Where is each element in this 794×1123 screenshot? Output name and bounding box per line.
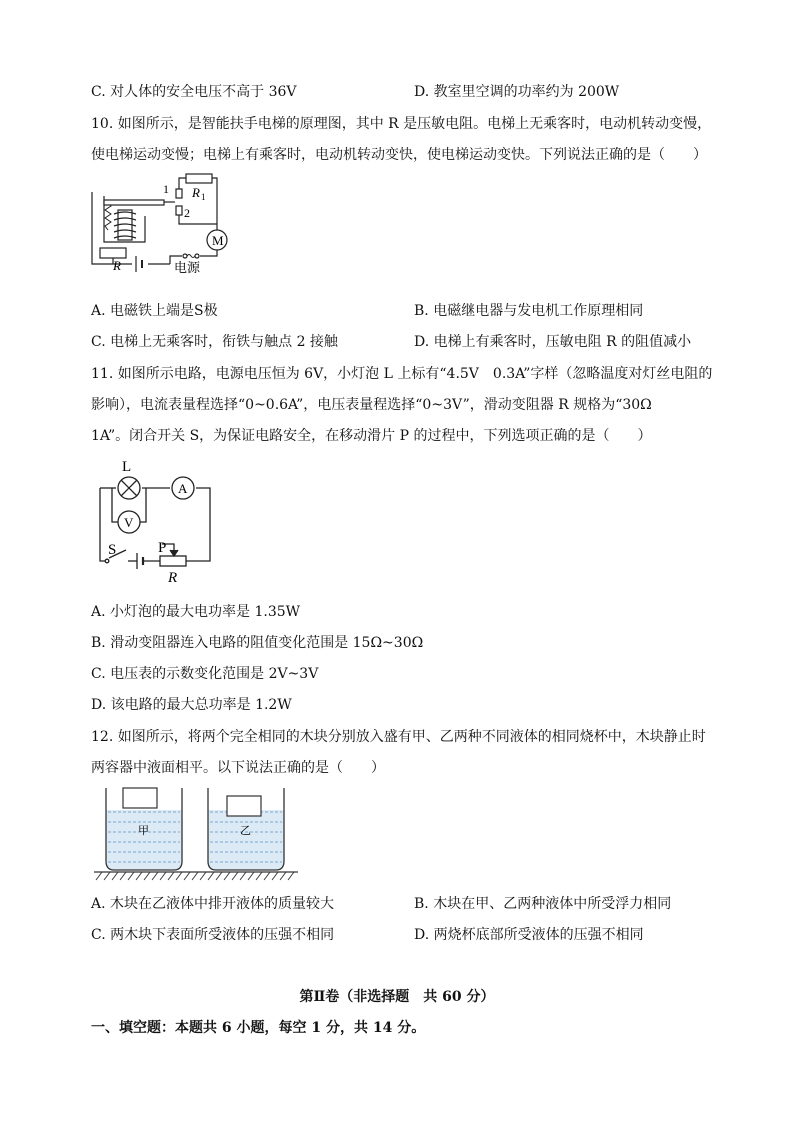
q9-option-d: D. 教室里空调的功率约为 200W	[414, 84, 620, 100]
q12-beakers-figure	[92, 786, 312, 886]
q10-option-d: D. 电梯上有乘客时，压敏电阻 R 的阻值减小	[414, 334, 692, 350]
q10-wire	[179, 178, 186, 189]
q11-option-d: D. 该电路的最大总功率是 1.2W	[91, 697, 292, 713]
q10-label-1: 1	[163, 182, 169, 196]
q10-option-c: C. 电梯上无乘客时，衔铁与触点 2 接触	[91, 334, 338, 350]
q10-option-b: B. 电磁继电器与发电机工作原理相同	[414, 303, 644, 319]
q11-label-l: L	[122, 459, 132, 475]
q10-coil	[114, 212, 136, 238]
q10-resistor-r1	[186, 174, 212, 183]
q10-stem-line2: 使电梯运动变慢；电梯上有乘客时，电动机转动变快，使电梯运动变快。下列说法正确的是（ ）	[91, 147, 707, 163]
q11-option-c: C. 电压表的示数变化范围是 2V~3V	[91, 666, 319, 682]
q11-option-b: B. 滑动变阻器连入电路的阻值变化范围是 15Ω~30Ω	[91, 635, 424, 651]
q12-option-c: C. 两木块下表面所受液体的压强不相同	[91, 927, 335, 943]
q12-option-d: D. 两烧杯底部所受液体的压强不相同	[414, 927, 644, 943]
q10-label-r1: R	[192, 185, 200, 200]
q11-label-a: A	[178, 481, 188, 496]
q12-option-b: B. 木块在甲、乙两种液体中所受浮力相同	[414, 896, 672, 912]
q10-contact-1	[176, 189, 182, 198]
q12-liquid-right	[208, 810, 284, 870]
q12-liquid-left	[106, 810, 182, 870]
q10-stem-line1: 10. 如图所示，是智能扶手电梯的原理图，其中 R 是压敏电阻。电梯上无乘客时，电动机转动变慢，	[91, 116, 712, 132]
q10-ac-terminal-left	[183, 254, 187, 258]
q11-label-v: V	[124, 515, 134, 530]
q11-wire	[112, 488, 118, 522]
section-title: 第Ⅱ卷（非选择题 共 60 分）	[299, 989, 495, 1005]
q10-ac-terminal-right	[195, 254, 199, 258]
q12-label-right: 乙	[240, 825, 251, 837]
q10-armature	[104, 200, 164, 205]
q12-option-a: A. 木块在乙液体中排开液体的质量较大	[91, 896, 335, 912]
q10-label-m: M	[212, 233, 224, 248]
q10-wire	[200, 250, 217, 256]
q10-label-r: R	[113, 258, 121, 273]
q12-block-left	[123, 788, 157, 808]
q10-elevator-circuit-figure	[90, 172, 265, 277]
q10-contact-2	[176, 206, 182, 215]
q11-slider-head	[170, 550, 178, 556]
q11-label-p: P	[158, 540, 167, 556]
q11-option-a: A. 小灯泡的最大电功率是 1.35W	[91, 604, 301, 620]
q11-switch-pivot	[105, 559, 109, 563]
q12-label-left: 甲	[138, 825, 149, 837]
q11-wire	[100, 488, 106, 561]
q11-stem-line1: 11. 如图所示电路，电源电压恒为 6V，小灯泡 L 上标有“4.5V 0.3A”字样（忽略温度对灯丝电阻的	[91, 366, 713, 382]
q10-label-r1-sub: 1	[201, 192, 206, 202]
q11-label-s: S	[108, 542, 117, 558]
q9-option-c: C. 对人体的安全电压不高于 36V	[91, 84, 297, 100]
q10-ac-symbol	[187, 255, 195, 258]
q11-circuit-figure	[92, 458, 217, 590]
q10-label-power: 电源	[174, 260, 201, 275]
q10-pressure-resistor	[100, 248, 126, 258]
section-part-heading: 一、填空题：本题共 6 小题，每空 1 分，共 14 分。	[91, 1020, 426, 1036]
q11-rheostat	[160, 556, 186, 566]
q12-stem-line2: 两容器中液面相平。以下说法正确的是（ ）	[91, 760, 385, 776]
q11-wire	[140, 488, 146, 522]
q10-label-2: 2	[184, 206, 190, 220]
q11-stem-line2: 影响），电流表量程选择“0~0.6A”，电压表量程选择“0~3V”，滑动变阻器 R 规格为“30Ω	[91, 397, 652, 413]
q11-stem-line3: 1A”。闭合开关 S，为保证电路安全，在移动滑片 P 的过程中，下列选项正确的是（ ）	[91, 428, 652, 444]
q12-stem-line1: 12. 如图所示，将两个完全相同的木块分别放入盛有甲、乙两种不同液体的相同烧杯中，木块静止时	[91, 729, 706, 745]
q10-wire	[212, 178, 217, 230]
q12-block-right	[227, 796, 261, 816]
q11-label-r: R	[168, 570, 178, 586]
q10-spring	[105, 202, 111, 230]
q10-option-a: A. 电磁铁上端是S极	[91, 303, 218, 319]
